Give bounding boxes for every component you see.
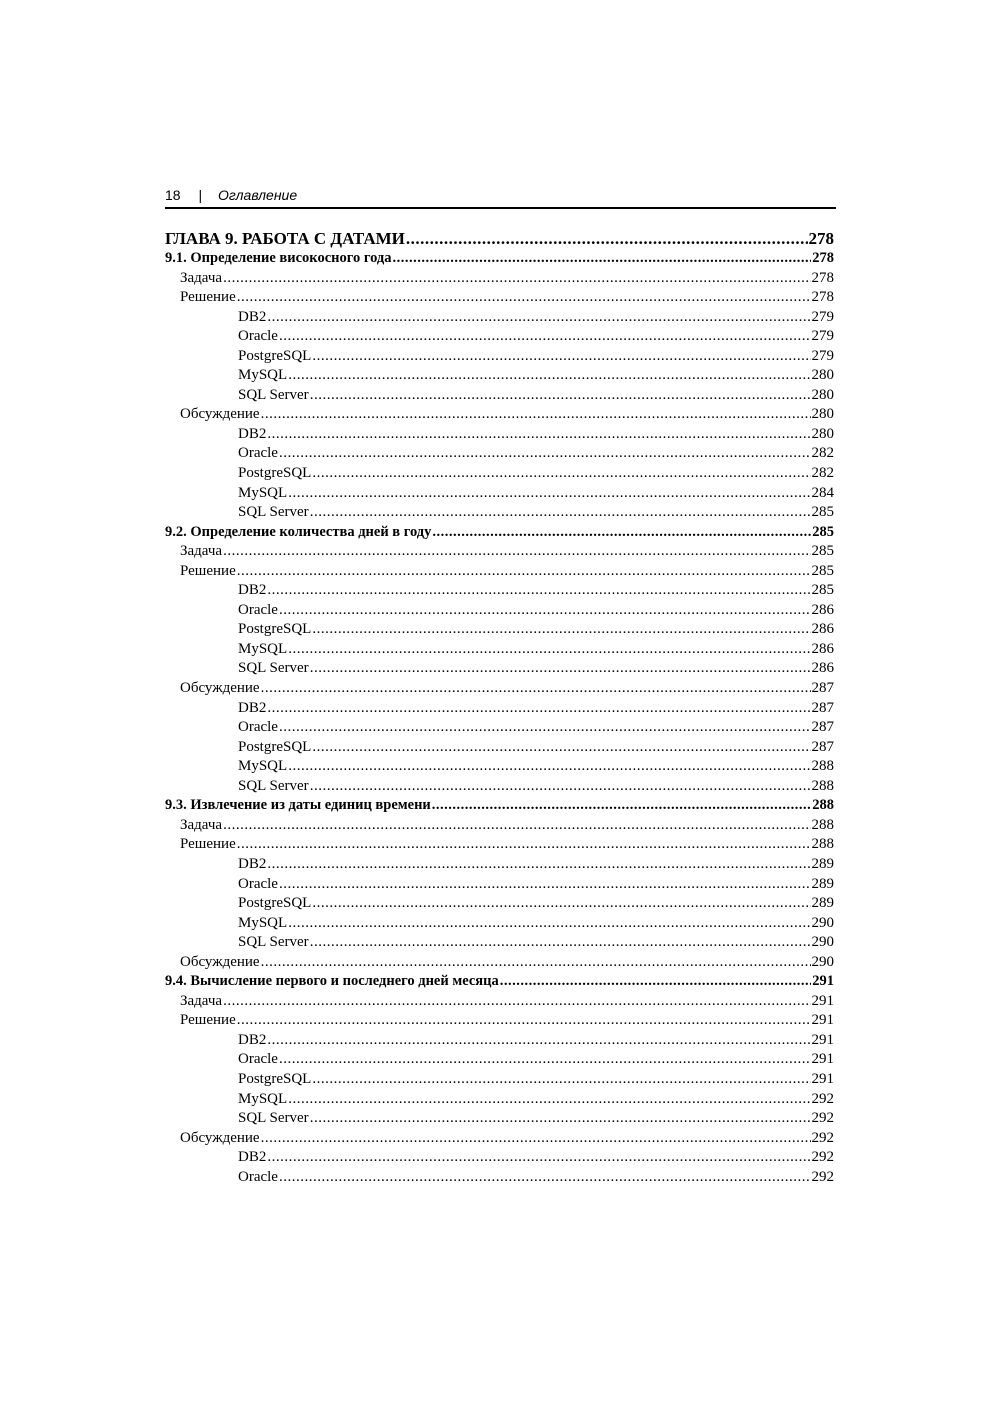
toc-entry-label: Обсуждение — [180, 1129, 260, 1146]
toc-entry[interactable] — [165, 1148, 834, 1168]
toc-entry-label: SQL Server — [238, 1110, 309, 1127]
toc-entry-label: MySQL — [238, 758, 288, 775]
toc-entry-page: 285 — [811, 504, 834, 521]
toc-entry[interactable] — [165, 1168, 834, 1188]
dot-leader — [261, 953, 811, 973]
toc-entry-page: 289 — [811, 895, 834, 912]
toc-entry-page: 285 — [811, 582, 834, 599]
toc-entry[interactable] — [165, 620, 834, 640]
toc-entry-label: Задача — [180, 543, 223, 560]
toc-entry[interactable] — [165, 875, 834, 895]
toc-entry[interactable] — [165, 855, 834, 875]
toc-entry-page: 286 — [811, 640, 834, 657]
dot-leader — [279, 601, 811, 621]
toc-entry-label: Обсуждение — [180, 953, 260, 970]
toc-entry[interactable] — [165, 835, 834, 855]
toc-entry-page: 288 — [812, 797, 834, 814]
toc-entry-page: 287 — [811, 699, 834, 716]
toc-entry-label: ГЛАВА 9. РАБОТА С ДАТАМИ — [165, 229, 405, 248]
toc-entry[interactable] — [165, 1070, 834, 1090]
toc-entry[interactable] — [165, 562, 834, 582]
toc-entry-page: 292 — [811, 1168, 834, 1185]
toc-entry-label: 9.3. Извлечение из даты единиц времени — [165, 797, 431, 814]
toc-entry-label: 9.1. Определение високосного года — [165, 250, 392, 266]
dot-leader — [312, 1070, 810, 1090]
toc-entry-label: PostgreSQL — [238, 347, 312, 364]
toc-entry-page: 282 — [811, 465, 834, 482]
dot-leader — [310, 659, 811, 679]
toc-entry-label: DB2 — [238, 308, 267, 325]
toc-entry[interactable] — [165, 503, 834, 523]
toc-entry[interactable] — [165, 914, 834, 934]
dot-leader — [267, 581, 810, 601]
toc-section-entry[interactable] — [165, 523, 834, 543]
dot-leader — [432, 523, 811, 543]
toc-entry-page: 292 — [811, 1090, 834, 1107]
dot-leader — [261, 679, 811, 699]
toc-entry[interactable] — [165, 269, 834, 289]
toc-entry-page: 286 — [811, 601, 834, 618]
toc-entry-page: 291 — [812, 973, 834, 990]
toc-entry-label: 9.2. Определение количества дней в году — [165, 523, 432, 540]
dot-leader — [310, 933, 811, 953]
toc-entry-label: MySQL — [238, 640, 288, 657]
toc-entry-page: 278 — [811, 269, 834, 286]
dot-leader — [310, 503, 811, 523]
toc-entry[interactable] — [165, 444, 834, 464]
toc-entry-page: 286 — [811, 660, 834, 677]
toc-entry-label: Обсуждение — [180, 406, 260, 423]
dot-leader — [267, 699, 810, 719]
toc-entry-page: 291 — [811, 992, 834, 1009]
toc-entry[interactable] — [165, 1109, 834, 1129]
toc-entry[interactable] — [165, 679, 834, 699]
dot-leader — [393, 249, 812, 269]
dot-leader — [288, 757, 810, 777]
toc-entry-page: 280 — [811, 367, 834, 384]
toc-entry-page: 292 — [811, 1129, 834, 1146]
toc-entry[interactable] — [165, 386, 834, 406]
toc-entry-page: 285 — [812, 523, 834, 540]
toc-entry-label: MySQL — [238, 484, 288, 501]
dot-leader — [223, 992, 810, 1012]
toc-entry-label: PostgreSQL — [238, 465, 312, 482]
dot-leader — [237, 1011, 811, 1031]
dot-leader — [261, 405, 811, 425]
dot-leader — [267, 1031, 810, 1051]
toc-entry-label: Решение — [180, 836, 236, 853]
dot-leader — [267, 1148, 810, 1168]
toc-entry[interactable] — [165, 308, 834, 328]
toc-entry[interactable] — [165, 327, 834, 347]
toc-entry[interactable] — [165, 347, 834, 367]
dot-leader — [267, 308, 810, 328]
toc-entry-label: DB2 — [238, 425, 267, 442]
toc-entry-page: 282 — [811, 445, 834, 462]
toc-entry[interactable] — [165, 738, 834, 758]
toc-entry[interactable] — [165, 992, 834, 1012]
toc-entry-label: Oracle — [238, 328, 278, 345]
dot-leader — [261, 1129, 811, 1149]
header-separator: | — [198, 187, 203, 203]
toc-entry-page: 289 — [811, 855, 834, 872]
dot-leader — [312, 620, 810, 640]
toc-entry-page: 286 — [811, 621, 834, 638]
toc-entry-label: DB2 — [238, 582, 267, 599]
page-header — [165, 186, 836, 209]
toc-entry[interactable] — [165, 542, 834, 562]
toc-entry-label: SQL Server — [238, 660, 309, 677]
toc-entry[interactable] — [165, 581, 834, 601]
toc-entry[interactable] — [165, 366, 834, 386]
toc-entry-label: MySQL — [238, 914, 288, 931]
toc-entry[interactable] — [165, 1090, 834, 1110]
page-number: 18 — [165, 187, 181, 203]
toc-entry-label: Oracle — [238, 445, 278, 462]
table-of-contents — [165, 228, 834, 1187]
toc-entry-page: 279 — [811, 347, 834, 364]
toc-entry-label: PostgreSQL — [238, 895, 312, 912]
toc-entry-page: 290 — [811, 934, 834, 951]
dot-leader — [237, 835, 811, 855]
toc-entry-page: 290 — [811, 953, 834, 970]
toc-entry[interactable] — [165, 1031, 834, 1051]
toc-entry-page: 288 — [811, 758, 834, 775]
dot-leader — [312, 464, 810, 484]
dot-leader — [312, 894, 810, 914]
toc-entry-label: Oracle — [238, 719, 278, 736]
dot-leader — [288, 640, 810, 660]
toc-chapter-entry[interactable] — [165, 228, 834, 249]
toc-entry-page: 278 — [808, 229, 834, 248]
toc-entry[interactable] — [165, 894, 834, 914]
toc-entry-page: 287 — [811, 738, 834, 755]
toc-entry-label: MySQL — [238, 1090, 288, 1107]
dot-leader — [237, 562, 811, 582]
toc-entry-page: 290 — [811, 914, 834, 931]
toc-entry-label: Решение — [180, 562, 236, 579]
dot-leader — [406, 228, 808, 249]
toc-entry-label: DB2 — [238, 699, 267, 716]
toc-entry[interactable] — [165, 699, 834, 719]
toc-entry[interactable] — [165, 777, 834, 797]
toc-entry-page: 289 — [811, 875, 834, 892]
toc-entry-page: 291 — [811, 1051, 834, 1068]
toc-entry-label: Задача — [180, 992, 223, 1009]
dot-leader — [310, 777, 811, 797]
toc-entry-page: 287 — [811, 680, 834, 697]
toc-entry-page: 280 — [811, 425, 834, 442]
toc-entry[interactable] — [165, 659, 834, 679]
toc-entry-label: DB2 — [238, 1031, 267, 1048]
toc-entry[interactable] — [165, 1129, 834, 1149]
toc-entry[interactable] — [165, 1050, 834, 1070]
toc-entry-page: 288 — [811, 816, 834, 833]
toc-entry-page: 285 — [811, 562, 834, 579]
toc-entry-page: 279 — [811, 328, 834, 345]
toc-entry-label: Обсуждение — [180, 680, 260, 697]
toc-entry-label: Решение — [180, 1012, 236, 1029]
running-title: Оглавление — [218, 187, 298, 203]
toc-entry-page: 288 — [811, 836, 834, 853]
toc-entry-label: DB2 — [238, 1149, 267, 1166]
dot-leader — [279, 327, 811, 347]
toc-entry-label: Задача — [180, 269, 223, 286]
dot-leader — [279, 1168, 811, 1188]
toc-entry-page: 285 — [811, 543, 834, 560]
toc-entry-page: 291 — [811, 1070, 834, 1087]
toc-entry-label: 9.4. Вычисление первого и последнего дней месяца — [165, 973, 499, 990]
toc-entry-label: MySQL — [238, 367, 288, 384]
dot-leader — [310, 386, 811, 406]
toc-entry[interactable] — [165, 816, 834, 836]
toc-entry-page: 288 — [811, 777, 834, 794]
toc-entry[interactable] — [165, 953, 834, 973]
dot-leader — [279, 875, 811, 895]
dot-leader — [223, 816, 810, 836]
toc-entry-label: DB2 — [238, 855, 267, 872]
toc-entry-label: Oracle — [238, 1051, 278, 1068]
dot-leader — [223, 542, 810, 562]
toc-entry-page: 292 — [811, 1110, 834, 1127]
dot-leader — [288, 1090, 810, 1110]
dot-leader — [279, 444, 811, 464]
toc-entry-page: 291 — [811, 1012, 834, 1029]
toc-entry[interactable] — [165, 405, 834, 425]
toc-entry-label: Задача — [180, 816, 223, 833]
toc-entry[interactable] — [165, 1011, 834, 1031]
toc-entry-label: PostgreSQL — [238, 738, 312, 755]
toc-entry-label: SQL Server — [238, 504, 309, 521]
toc-entry[interactable] — [165, 757, 834, 777]
toc-section-entry[interactable] — [165, 796, 834, 816]
toc-section-entry[interactable] — [165, 249, 834, 269]
toc-entry-label: Решение — [180, 289, 236, 306]
toc-entry-label: SQL Server — [238, 386, 309, 403]
toc-entry-page: 278 — [811, 289, 834, 306]
toc-entry-label: Oracle — [238, 601, 278, 618]
toc-entry-label: PostgreSQL — [238, 1070, 312, 1087]
toc-entry[interactable] — [165, 288, 834, 308]
dot-leader — [288, 366, 810, 386]
toc-entry[interactable] — [165, 718, 834, 738]
toc-entry-page: 280 — [811, 406, 834, 423]
toc-entry-page: 279 — [811, 308, 834, 325]
toc-section-entry[interactable] — [165, 972, 834, 992]
toc-entry-page: 278 — [812, 250, 834, 266]
toc-entry-page: 292 — [811, 1149, 834, 1166]
toc-entry-label: SQL Server — [238, 777, 309, 794]
toc-entry-page: 280 — [811, 386, 834, 403]
toc-entry-page: 284 — [811, 484, 834, 501]
toc-entry-label: Oracle — [238, 1168, 278, 1185]
toc-entry[interactable] — [165, 933, 834, 953]
toc-entry[interactable] — [165, 484, 834, 504]
toc-entry[interactable] — [165, 464, 834, 484]
toc-entry[interactable] — [165, 425, 834, 445]
dot-leader — [288, 914, 810, 934]
dot-leader — [312, 738, 810, 758]
dot-leader — [312, 347, 810, 367]
toc-entry[interactable] — [165, 601, 834, 621]
toc-entry-page: 291 — [811, 1031, 834, 1048]
toc-entry[interactable] — [165, 640, 834, 660]
dot-leader — [279, 718, 811, 738]
toc-entry-label: Oracle — [238, 875, 278, 892]
dot-leader — [288, 484, 810, 504]
dot-leader — [267, 855, 810, 875]
dot-leader — [237, 288, 811, 308]
toc-entry-label: PostgreSQL — [238, 621, 312, 638]
dot-leader — [310, 1109, 811, 1129]
dot-leader — [279, 1050, 811, 1070]
dot-leader — [223, 269, 810, 289]
toc-entry-page: 287 — [811, 719, 834, 736]
dot-leader — [267, 425, 810, 445]
toc-entry-label: SQL Server — [238, 934, 309, 951]
dot-leader — [432, 796, 811, 816]
dot-leader — [500, 972, 812, 992]
